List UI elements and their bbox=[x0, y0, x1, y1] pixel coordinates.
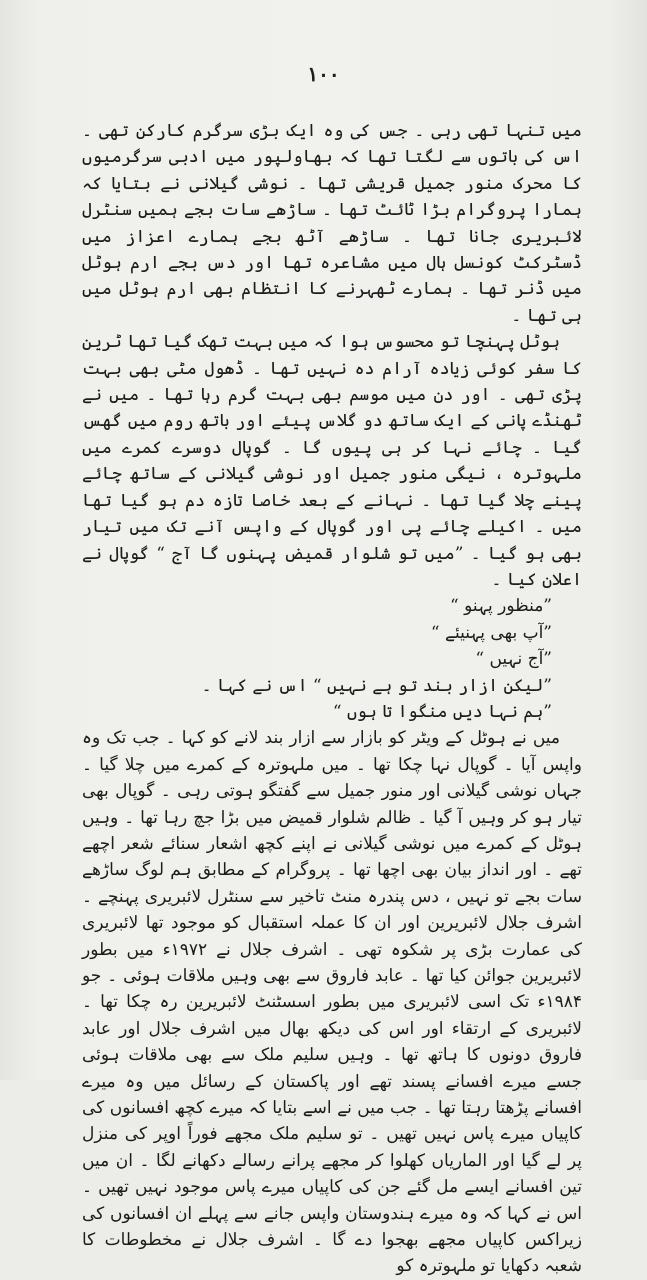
page-number: ۱۰۰ bbox=[307, 62, 340, 86]
paragraph: ہوٹل پہنچا تو محسوس ہوا کہ میں بہت تھک گیا تھا ٹرین کا سفر کوئی زیادہ آرام دہ نہیں تھا ۔ ڈھول مٹی بھی بہت پڑی تھی ۔ اور دن میں موسم بھی بہت گرم رہا تھا ۔ میں نے ٹھنڈے پانی کے ایک ساتھ دو گلاس پیئے اور باتھ روم میں گھس گیا ۔ چائے نہا کر ہی پیوں گا ۔ گوپال دوسرے کمرے میں ملہوترہ ، نیگی منور جمیل اور نوشی گیلانی کے ساتھ چائے پینے چلا گیا تھا ۔ نہانے کے بعد خاصا تازہ دم ہو گیا تھا میں ۔ اکیلے چائے پی اور گوپال کے واپس آنے تک میں تیار بھی ہو گیا ۔ ”میں تو شلوار قمیض پہنوں گا آج “ گوپال نے اعلان کیا ۔ bbox=[82, 332, 582, 590]
dialogue-line: ”آپ بھی پہنیئے “ bbox=[430, 622, 552, 643]
dialogue-line: ”منظور پہنو “ bbox=[450, 596, 552, 617]
paragraph: میں نے ہوٹل کے ویٹر کو بازار سے ازار بند لانے کو کہا ۔ جب تک وہ واپس آیا ۔ گوپال نہا چکا تھا ۔ میں ملہوترہ کے کمرے میں چلا گیا ۔ جہاں نوشی گیلانی اور منور جمیل سے گفتگو ہوتی رہی ۔ گوپال بھی تیار ہو کر وہیں آ گیا ۔ ظالم شلوار قمیض میں بڑا جچ رہا تھا ۔ وہیں ہوٹل کے کمرے میں نوشی گیلانی نے اپنے کچھ اشعار سنائے شعر اچھے تھے ۔ اور انداز بیان بھی اچھا تھا ۔ پروگرام کے مطابق ہم لوگ ساڑھے سات بجے تو نہیں ، دس پندرہ منٹ تاخیر سے سنٹرل لائبریری پہنچے ۔ اشرف جلال لائبریرین اور ان کا عملہ استقبال کو موجود تھا لائبریری کی عمارت بڑی پر شکوہ تھی ۔ اشرف جلال نے ۱۹۷۲ء میں بطور لائبریرین جوائن کیا تھا ۔ عابد فاروق سے بھی وہیں ملاقات ہوئی ۔ جو ۱۹۸۴ء تک اسی لائبریری میں بطور اسسٹنٹ لائبریرین رہ چکا تھا ۔ لائبریری کے ارتقاء اور اس کی دیکھ بھال میں اشرف جلال اور عابد فاروق دونوں کا ہاتھ تھا ۔ وہیں سلیم ملک سے بھی ملاقات ہوئی جسے میرے افسانے پسند تھے اور پاکستان کے رسائل میں وہ میرے افسانے پڑھتا رہتا تھا ۔ جب میں نے اسے بتایا کہ میرے کچھ افسانوں کی کاپیاں میرے پاس نہیں تھیں ۔ تو سلیم ملک مجھے فوراً اوپر کی منزل پر لے گیا اور الماریاں کھلوا کر مجھے پرانے رسالے دکھانے لگا ۔ ان میں تین افسانے ایسے مل گئے جن کی کاپیاں میرے پاس موجود نہیں تھیں ۔ اس نے کہا کہ وہ میرے ہندوستان واپس جانے سے پہلے ان افسانوں کی زیراکس کاپیاں مجھے بھجوا دے گا ۔ اشرف جلال نے مخطوطات کا شعبہ دکھایا تو ملہوترہ کو bbox=[82, 728, 583, 1277]
paragraph: میں تنہا تھی رہی ۔ جس کی وہ ایک بڑی سرگرم کارکن تھی ۔ اس کی باتوں سے لگتا تھا کہ بھاولپور میں ادبی سرگرمیوں کا محرک منور جمیل قریشی تھا ۔ نوشی گیلانی نے بتایا کہ ہمارا پروگرام بڑا ٹائٹ تھا ۔ ساڑھے سات بجے ہمیں سنٹرل لائبریری جانا تھا ۔ ساڑھے آٹھ بجے ہمارے اعزاز میں ڈسٹرکٹ کونسل ہال میں مشاعرہ تھا اور دس بجے ارم ہوٹل میں ڈنر تھا ۔ ہمارے ٹھہرنے کا انتظام بھی ارم ہوٹل میں ہی تھا ۔ bbox=[82, 121, 582, 326]
dialogue-line: ”آج نہیں “ bbox=[475, 649, 552, 670]
dialogue-line: ”ہم نہا دیں منگوا تا ہوں “ bbox=[332, 701, 552, 722]
dialogue-line: ”لیکن ازار بند تو ہے نہیں “ اس نے کہا ۔ bbox=[201, 675, 552, 696]
page-text bbox=[82, 118, 582, 1280]
